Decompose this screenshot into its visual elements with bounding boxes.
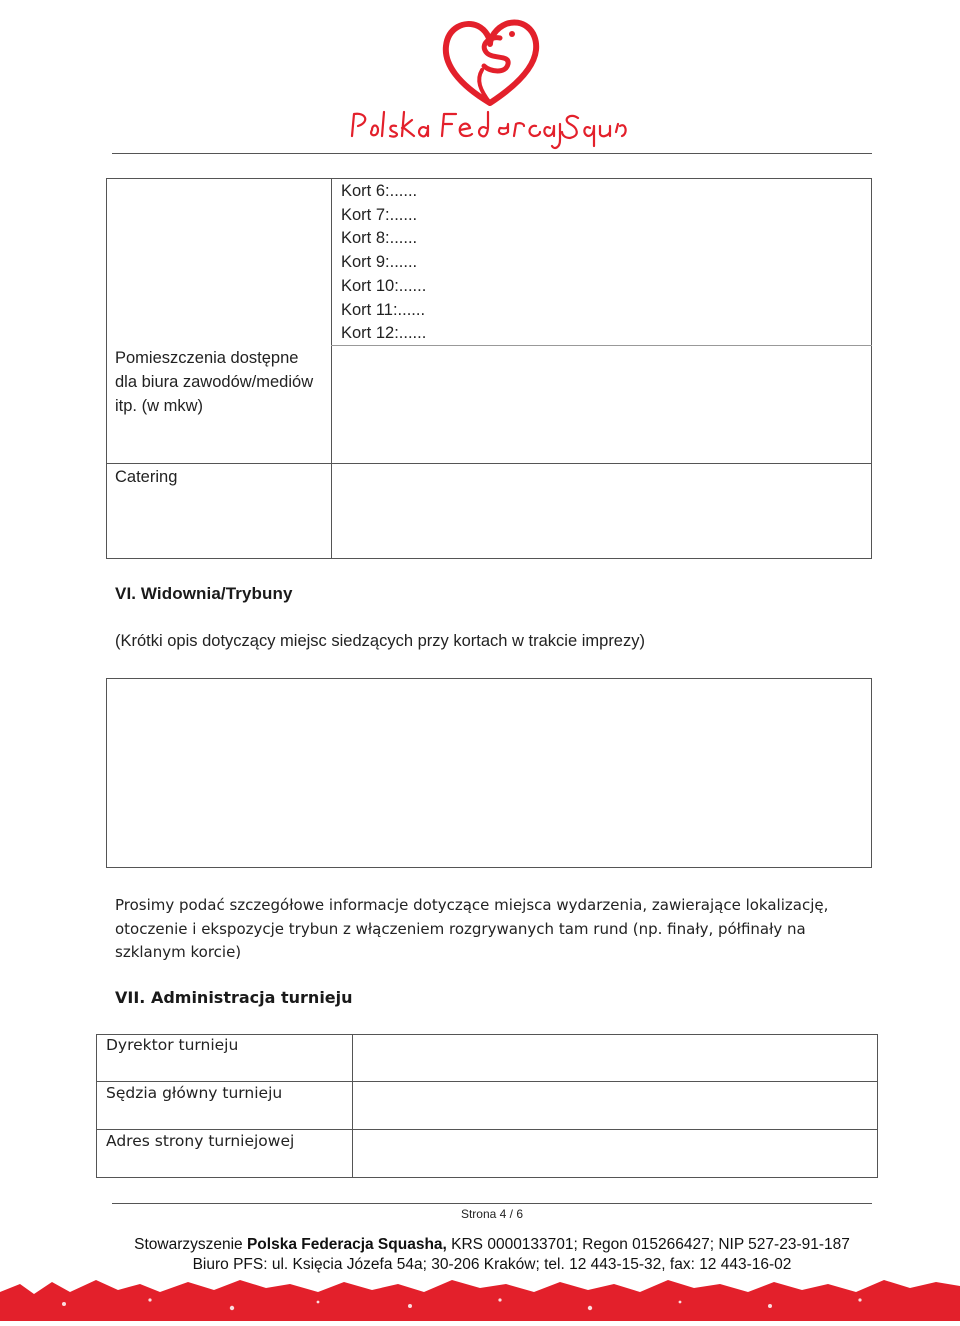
footer-divider [112,1203,872,1204]
section-vii-heading: VII. Administracja turnieju [115,988,353,1007]
section-vi-description: (Krótki opis dotyczący miejsc siedzących przy kortach w trakcie imprezy) [115,632,645,650]
page-number: Strona 4 / 6 [460,1207,524,1221]
pfs-logo [340,8,630,158]
administration-table-row-divider [96,1081,878,1082]
court-item: Kort 6:...... [341,182,418,200]
administration-table [96,1034,878,1178]
venue-table-column-divider [331,178,332,559]
court-item: Kort 8:...... [341,229,418,248]
audience-description-field[interactable] [106,678,872,868]
venue-table-row-divider [106,463,872,464]
tournament-director-label: Dyrektor turnieju [106,1036,239,1054]
decorative-brush-band [0,1270,960,1321]
footer-org-name: Polska Federacja Squasha, [246,1236,447,1253]
footer-org-details: KRS 0000133701; Regon 015266427; NIP 527-23-91-187 [446,1236,850,1253]
administration-table-column-divider [352,1034,353,1178]
head-referee-label: Sędzia główny turnieju [106,1084,283,1102]
court-item: Kort 11:...... [341,300,426,319]
venue-info-paragraph: Prosimy podać szczegółowe informacje dotyczące miejsca wydarzenia, zawierające lokalizację, otoczenie i ekspozycje trybun z włączeniem rozgrywanych tam rund (np. finały, półfinały na szklanym korcie) [115,896,829,961]
section-vi-heading: VI. Widownia/Trybuny [115,584,293,603]
header-divider [112,153,872,154]
footer-office-address: Biuro PFS: ul. Księcia Józefa 54a; 30-206 Kraków; tel. 12 443-15-32, fax: 12 443-16-02 [192,1256,792,1273]
court-item: Kort 7:...... [341,205,418,224]
administration-table-row-divider [96,1129,878,1130]
court-item: Kort 10:...... [341,276,427,295]
court-list [341,180,426,346]
footer-org-prefix: Stowarzyszenie [134,1236,247,1253]
rooms-label: Pomieszczenia dostępne dla biura zawodów/mediów itp. (w mkw) [115,349,314,415]
catering-label: Catering [115,468,178,486]
tournament-website-label: Adres strony turniejowej [106,1132,295,1150]
court-item: Kort 9:...... [341,253,418,272]
brush-stroke-icon [0,1270,960,1321]
court-item: Kort 12:...... [341,324,427,343]
footer-organization [0,1236,960,1254]
pfs-logo-icon [340,8,630,158]
